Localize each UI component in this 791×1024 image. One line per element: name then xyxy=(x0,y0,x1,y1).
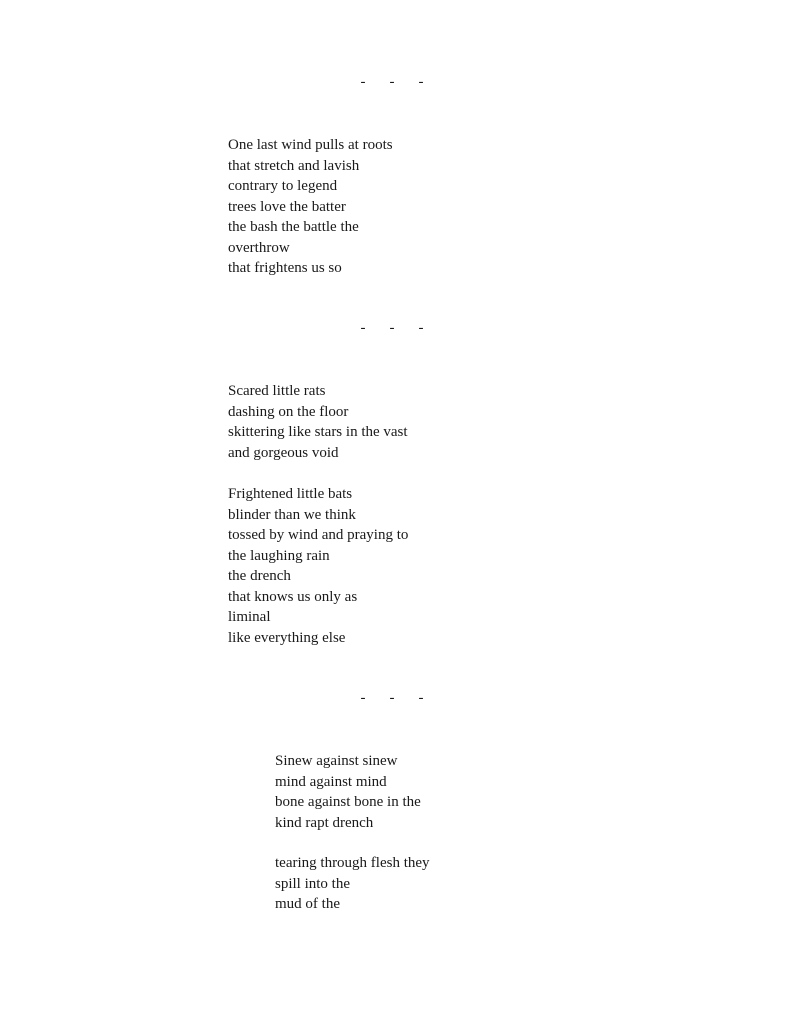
separator-dash: - xyxy=(418,74,424,90)
poem-line: kind rapt drench xyxy=(275,814,374,831)
poem-line: that frightens us so xyxy=(228,260,342,276)
separator-dash: - xyxy=(360,690,366,706)
poem-line: trees love the batter xyxy=(228,198,346,215)
separator-dash: - xyxy=(360,74,366,90)
poem-line: spill into the xyxy=(275,875,350,892)
poem-line: Sinew against sinew xyxy=(275,753,398,769)
poem-2-stanza-2 xyxy=(228,484,408,648)
poem-line: mud of the xyxy=(275,896,340,912)
poem-line: and gorgeous void xyxy=(228,444,339,461)
separator-dash: - xyxy=(389,690,395,706)
poem-1-stanza xyxy=(228,135,393,279)
poem-line: liminal xyxy=(228,609,271,625)
separator-dash: - xyxy=(389,74,395,90)
poem-line: the laughing rain xyxy=(228,547,330,564)
poem-line: skittering like stars in the vast xyxy=(228,424,408,440)
poem-line: that stretch and lavish xyxy=(228,157,360,174)
poem-line: overthrow xyxy=(228,239,290,256)
poem-line: tossed by wind and praying to xyxy=(228,527,409,543)
poem-line: tearing through flesh they xyxy=(275,855,430,871)
poem-line: One last wind pulls at roots xyxy=(228,137,393,153)
poem-3-stanza-2 xyxy=(275,853,430,915)
poem-line: blinder than we think xyxy=(228,506,356,523)
section-separator-3 xyxy=(360,690,424,707)
poem-line: bone against bone in the xyxy=(275,794,421,810)
poem-line: like everything else xyxy=(228,629,346,646)
separator-dash: - xyxy=(389,320,395,336)
separator-dash: - xyxy=(360,320,366,336)
poem-2-stanza-1 xyxy=(228,381,408,463)
section-separator-1 xyxy=(360,74,424,91)
poem-line: mind against mind xyxy=(275,773,387,790)
separator-dash: - xyxy=(418,320,424,336)
poem-line: dashing on the floor xyxy=(228,403,349,420)
poem-line: Frightened little bats xyxy=(228,486,353,502)
poem-line: Scared little rats xyxy=(228,383,326,399)
separator-dash: - xyxy=(418,690,424,706)
poem-line: the bash the battle the xyxy=(228,219,359,235)
section-separator-2 xyxy=(360,320,424,337)
poem-3-stanza-1 xyxy=(275,751,421,833)
poem-line: that knows us only as xyxy=(228,588,358,605)
poem-line: the drench xyxy=(228,568,291,584)
poem-line: contrary to legend xyxy=(228,178,338,194)
